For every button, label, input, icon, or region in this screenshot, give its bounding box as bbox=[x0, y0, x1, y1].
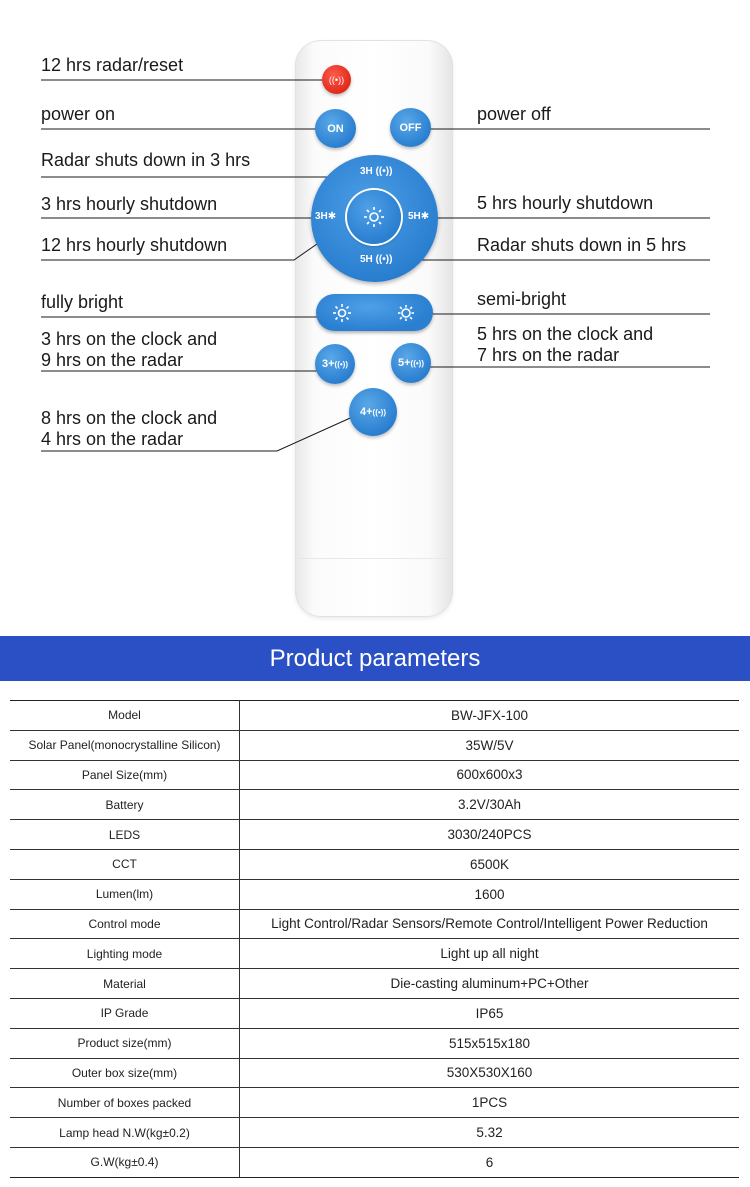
param-value: 6 bbox=[240, 1147, 740, 1177]
param-key: Product size(mm) bbox=[10, 1028, 240, 1058]
radar-reset-button[interactable] bbox=[322, 65, 351, 94]
dial-5h-hourly-button[interactable]: 5H✱ bbox=[408, 211, 430, 222]
power-off-button[interactable] bbox=[390, 108, 431, 147]
power-off-label: OFF bbox=[399, 121, 422, 134]
table-row bbox=[10, 820, 739, 850]
label-clock8-a: 8 hrs on the clock and bbox=[41, 408, 218, 428]
table-row bbox=[10, 969, 739, 999]
plus3-button[interactable]: 3+ ((•)) bbox=[315, 344, 355, 384]
sun-icon bbox=[362, 205, 386, 229]
table-row bbox=[10, 998, 739, 1028]
plus3-label: 3+ bbox=[321, 358, 335, 370]
dial-3h-hourly-button[interactable]: 3H✱ bbox=[315, 211, 337, 222]
param-value: Light Control/Radar Sensors/Remote Control/Intelligent Power Reduction bbox=[240, 909, 740, 939]
param-value: 1PCS bbox=[240, 1088, 740, 1118]
label-clock8-b: 4 hrs on the radar bbox=[41, 429, 184, 449]
param-value: 1600 bbox=[240, 879, 740, 909]
plus5-button[interactable]: 5+ ((•)) bbox=[391, 343, 431, 383]
plus4-button[interactable]: 4+ ((•)) bbox=[349, 388, 397, 436]
param-key: Control mode bbox=[10, 909, 240, 939]
label-power-on: power on bbox=[41, 104, 116, 124]
param-value: 530X530X160 bbox=[240, 1058, 740, 1088]
param-value: 5.32 bbox=[240, 1118, 740, 1148]
param-value: 3030/240PCS bbox=[240, 820, 740, 850]
table-row bbox=[10, 1088, 739, 1118]
param-value: Light up all night bbox=[240, 939, 740, 969]
table-row bbox=[10, 1147, 739, 1177]
table-row bbox=[10, 849, 739, 879]
label-fully-bright: fully bright bbox=[41, 292, 124, 312]
table-row bbox=[10, 1028, 739, 1058]
label-semi-bright: semi-bright bbox=[477, 289, 567, 309]
param-value: BW-JFX-100 bbox=[240, 701, 740, 731]
table-row bbox=[10, 1058, 739, 1088]
table-row bbox=[10, 939, 739, 969]
param-value: 515x515x180 bbox=[240, 1028, 740, 1058]
param-key: Battery bbox=[10, 790, 240, 820]
param-value: 6500K bbox=[240, 849, 740, 879]
plus4-label: 4+ bbox=[359, 406, 373, 418]
table-row bbox=[10, 730, 739, 760]
label-radar-5: Radar shuts down in 5 hrs bbox=[477, 235, 687, 255]
param-key: Lighting mode bbox=[10, 939, 240, 969]
param-key: Model bbox=[10, 701, 240, 731]
parameters-table bbox=[10, 700, 739, 1178]
table-row bbox=[10, 790, 739, 820]
label-clock5-a: 5 hrs on the clock and bbox=[477, 324, 654, 344]
param-key: Solar Panel(monocrystalline Silicon) bbox=[10, 730, 240, 760]
param-key: Lamp head N.W(kg±0.2) bbox=[10, 1118, 240, 1148]
label-radar-3: Radar shuts down in 3 hrs bbox=[41, 150, 251, 170]
param-value: 3.2V/30Ah bbox=[240, 790, 740, 820]
dial-5h-radar-button[interactable]: 5H ((•)) bbox=[360, 254, 393, 265]
label-power-off: power off bbox=[477, 104, 551, 124]
param-key: G.W(kg±0.4) bbox=[10, 1147, 240, 1177]
table-row bbox=[10, 760, 739, 790]
label-clock3-a: 3 hrs on the clock and bbox=[41, 329, 218, 349]
param-key: Outer box size(mm) bbox=[10, 1058, 240, 1088]
semi-bright-icon[interactable] bbox=[396, 303, 416, 323]
label-hourly-12: 12 hrs hourly shutdown bbox=[41, 235, 228, 255]
label-hourly-5: 5 hrs hourly shutdown bbox=[477, 193, 654, 213]
param-key: LEDS bbox=[10, 820, 240, 850]
param-value: Die-casting aluminum+PC+Other bbox=[240, 969, 740, 999]
table-row bbox=[10, 879, 739, 909]
param-key: CCT bbox=[10, 849, 240, 879]
plus5-label: 5+ bbox=[397, 357, 411, 369]
param-key: Material bbox=[10, 969, 240, 999]
param-key: Number of boxes packed bbox=[10, 1088, 240, 1118]
label-radar-reset: 12 hrs radar/reset bbox=[41, 55, 184, 75]
param-value: 600x600x3 bbox=[240, 760, 740, 790]
param-key: Lumen(lm) bbox=[10, 879, 240, 909]
antenna-icon: ((•)) bbox=[328, 74, 345, 85]
param-value: IP65 bbox=[240, 998, 740, 1028]
section-title: Product parameters bbox=[269, 645, 481, 672]
dial-3h-radar-button[interactable]: 3H ((•)) bbox=[360, 166, 393, 177]
table-row bbox=[10, 1118, 739, 1148]
label-hourly-3: 3 hrs hourly shutdown bbox=[41, 194, 218, 214]
power-on-label: ON bbox=[327, 122, 344, 135]
param-value: 35W/5V bbox=[240, 730, 740, 760]
power-on-button[interactable] bbox=[315, 109, 356, 148]
label-clock3-b: 9 hrs on the radar bbox=[41, 350, 184, 370]
full-bright-icon[interactable] bbox=[332, 303, 352, 323]
param-key: IP Grade bbox=[10, 998, 240, 1028]
label-clock5-b: 7 hrs on the radar bbox=[477, 345, 620, 365]
table-row bbox=[10, 909, 739, 939]
param-key: Panel Size(mm) bbox=[10, 760, 240, 790]
table-row bbox=[10, 701, 739, 731]
